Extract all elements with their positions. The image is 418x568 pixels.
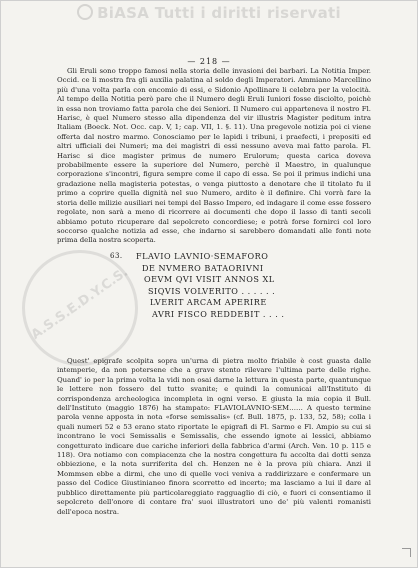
- inscription-line: DE NVMERO BATAORIVNI: [142, 262, 264, 273]
- inscription-block: [110, 251, 346, 320]
- inscription-line: AVRI FISCO REDDEBIT . . . .: [152, 308, 285, 319]
- inscription-number: 63.: [110, 252, 123, 260]
- inscription-line: SIQVIS VOLVERITO . . . . . .: [148, 285, 276, 296]
- inscription-line: FLAVIO LAVNIO·SEMAFORO: [136, 251, 269, 261]
- watermark: [0, 4, 418, 22]
- seal-icon: [77, 4, 93, 20]
- stamp-text: A.S.S.E.D.Y.C.S.: [28, 264, 131, 343]
- watermark-text: BiASA Tutti i diritti riservati: [97, 4, 341, 22]
- page-corner-mark: [402, 548, 411, 557]
- paragraph-heruli: Gli Eruli sono troppo famosi nella storia delle invasioni dei barbari. La Notitia Imper. Occid. ce li mostra fra gli auxilia palatina al soldo degli Imperatori. Ammiano Marcellino più d'una volta parla con encomio di essi, e Sidonio Apollinare li celebra per la velocità. Al tempo della Notitia però pare che il Numero degli Eruli Iuniori fosse disciolto, poichè in essa non troviamo fatta parola che dei Seniori. Il Numero cui apparteneva il nostro Fl. Harisc, è quel Numero stesso alla dipendenza del vir illustris Magister peditum intra Italiam (Boeck. Not. Occ. cap. V, 1; cap. VII, 1. §. 11). Una pregevole notizia poi ci viene offerta dal nostro marmo. Conosciamo per le lapidi i tribuni, i praefecti, i prepositi ed altri ufficiali dei Numeri; ma dei magistri di essi nessuno aveva mai fatto parola. Fl. Harisc si dice magister primus de numero Erulorum; questa carica doveva probabilmente essere la superiore del Numero, perchè il Maestro, in qualunque corporazione s'incontri, figura sempre come il capo di essa. Se poi il primus indichi una gradazione nella magisteria potestas, o venga piuttosto a denotare che il titolato fu il primo a coprire quella dignità nel suo Numero, ardito è il definire. Chi vorrà fare la storia delle milizie ausiliari nei tempi del Basso Impero, ed indagare il come esse fossero regolate, non sarà a meno di ricorrere ai documenti che dopo il lasso di tanti secoli abbiamo potuto ricuperare dal sepolcreto concordiese; e potrà forse fornirci col loro soccorso qualche notizia ad esse, che indarno si sarebbero domandati alle fonti note prima della nostra scoperta.: [57, 67, 371, 245]
- page-number: — 218 —: [187, 57, 231, 66]
- inscription-line: LVERIT ARCAM APERIRE: [150, 297, 267, 307]
- paragraph-commentary: Quest' epigrafe scolpita sopra un'urna di pietra molto friabile è cost guasta dalle intemperie, da non potersene che a grave stento rilevare l'ultima parte delle righe. Quand' io per la prima volta la vidi non osai darne la lettura in questa parte, quantunque le lettere non fossero del tutto svanite; e quindi la comunicai all'Instituto di corrispondenza archeologica incompleta in ogni verso. E giusta la mia copia il Bull. dell'Instituto (maggio 1876) ha stampato: FLAVIOLAVNIO·SEM…… A questo termine parola venne apposta in nota «forse semissalis» (cf. Bull. 1875, p. 133, 52, 58); colla i quali numeri 52 e 53 erano stato riportate le epigrafi di Fl. Sarmo e Fl. Ampio su cui si incontrano le voci Semissalis e Semissalis, che essendo ignote ai lessici, abbiamo congetturato indicare due cariche inferiori della fabbrica d'armi (Arch. Ven. 10 p. 115 e 118). Ora notiamo con compiacenza che la nostra congettura fu accolta dai dotti senza obbiezione, e la nota surriferita del ch. Henzen ne è la prova più chiara. Anzi il Mommsen ebbe a dirmi, che uno di quelle voci veniva a raddirizzare e confermare un passo del Codice Giustinianeo finora scorretto ed incerto; ma lasciamo a lui il dare al pubblico direttamente più particolareggiato ragguaglio di ciò, e fuori ci consentiamo il sepolcreto dell'onore di contare fra' suoi illustratori uno de' più valenti romanisti dell'epoca nostra.: [57, 357, 371, 516]
- inscription-line: OEVM QVI VISIT ANNOS XL: [144, 274, 275, 284]
